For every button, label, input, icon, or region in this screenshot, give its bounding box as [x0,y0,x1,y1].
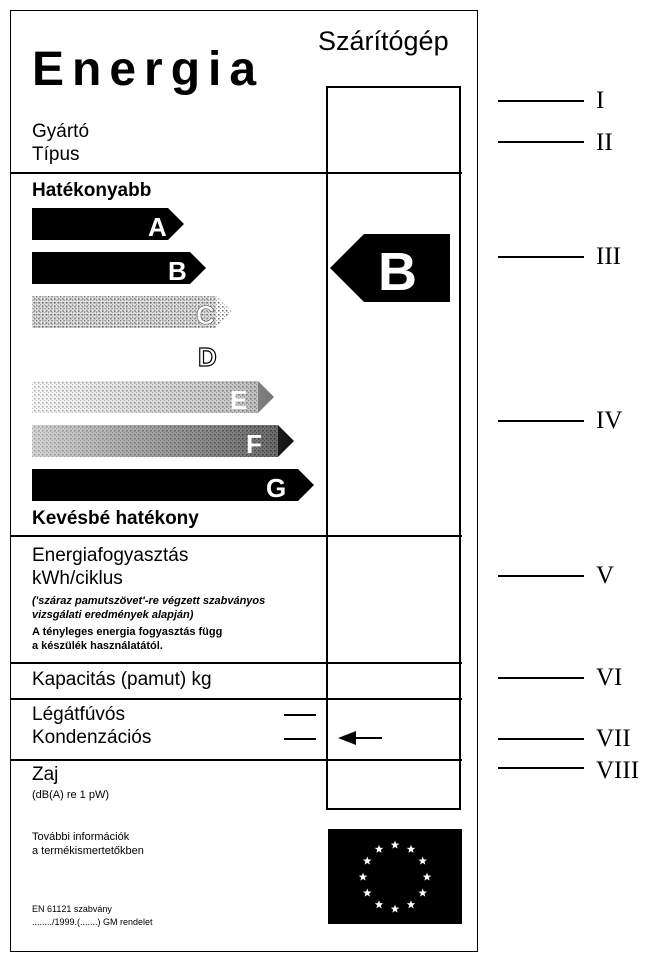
capacity-label: Kapacitás (pamut) kg [32,669,212,690]
eu-star [375,845,384,853]
class-d-letter: D [198,342,217,372]
noise-unit-label: (dB(A) re 1 pW) [32,789,110,801]
eu-star [359,873,368,881]
class-g-letter: G [266,473,287,503]
annotation-tick-5 [498,575,584,577]
appliance-type: Szárítógép [318,26,449,56]
energy-test-note-line1: ('száraz pamutszövet'-re végzett szabványos [32,595,266,607]
more-efficient-label: Hatékonyabb [32,180,152,201]
annotation-tick-8 [498,767,584,769]
less-efficient-label: Kevésbé hatékony [32,508,199,529]
annotation-vi: VI [596,664,623,691]
standard-line1: EN 61121 szabvány [32,904,112,914]
more-info-line2: a termékismertetőkben [32,845,144,858]
eu-star [375,900,384,908]
class-f-letter: F [246,429,262,459]
energy-unit-label: kWh/ciklus [32,568,123,589]
annotation-tick-7 [498,738,584,740]
energy-test-note-line2: vizsgálati eredmények alapján) [32,609,194,622]
eu-star [391,905,400,913]
eu-star [363,857,372,865]
class-c-letter: C [196,300,215,330]
divider-energy [10,535,462,537]
value-column [326,86,461,810]
condenser-label: Kondenzációs [32,727,152,748]
condenser-dash [284,738,316,740]
manufacturer-label: Gyártó [32,121,90,142]
energy-usage-note-line1: A tényleges energia fogyasztás függ [32,626,223,638]
air-vented-dash [284,714,316,716]
annotation-tick-3 [498,256,584,258]
standard-line2: ......../1999.(.......) GM rendelet [32,916,153,927]
annotation-ii: II [596,129,613,156]
rated-class-arrow [326,230,456,306]
divider-noise [10,759,462,761]
annotation-tick-4 [498,420,584,422]
label-title: Energia [32,43,265,96]
rated-class-letter: B [378,242,417,302]
eu-star [423,873,432,881]
noise-label: Zaj [32,764,59,785]
standard-reference [32,903,153,928]
eu-star [418,857,427,865]
eu-star [418,889,427,897]
annotation-i: I [596,87,605,114]
more-info-text [32,830,144,859]
annotation-v: V [596,562,615,589]
annotation-vii: VII [596,725,631,752]
energy-consumption-label: Energiafogyasztás [32,545,189,566]
divider-capacity [10,662,462,664]
eu-stars-icon [328,829,462,924]
divider-type [10,698,462,700]
eu-star [407,845,416,853]
efficiency-bars [30,206,330,506]
eu-flag-icon [328,829,462,924]
energy-usage-note [32,625,332,654]
class-b-letter: B [168,256,187,286]
class-a-letter: A [148,212,167,242]
annotation-tick-6 [498,677,584,679]
annotation-iv: IV [596,407,623,434]
energy-usage-note-line2: a készülék használatától. [32,640,163,653]
air-vented-label: Légátfúvós [32,704,125,725]
eu-star [391,841,400,849]
divider-efficiency [10,172,462,174]
class-e-letter: E [230,385,248,415]
type-label: Típus [32,144,80,165]
energy-test-note [32,594,332,623]
annotation-tick-1 [498,100,584,102]
annotation-viii: VIII [596,757,640,784]
eu-star [407,900,416,908]
eu-star [363,889,372,897]
condenser-selected-arrow-icon [336,730,386,746]
annotation-iii: III [596,243,621,270]
annotation-tick-2 [498,141,584,143]
more-info-line1: További információk [32,831,130,843]
